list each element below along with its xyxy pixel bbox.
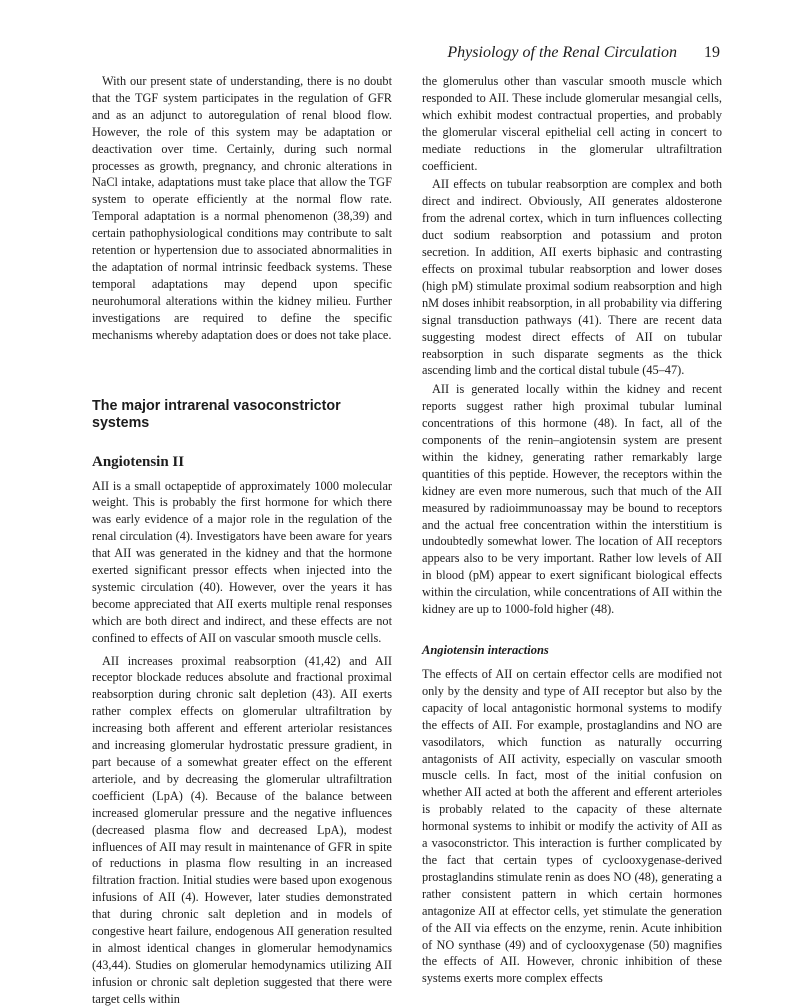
page-number: 19: [704, 44, 720, 61]
minor-heading: Angiotensin interactions: [422, 643, 549, 657]
paragraph-aii-intro: AII is a small octapeptide of approximately 1000 molecular weight. This is probably the first hormone for which there was early evidence of a major role in the regulation of the renal circulation (4). Investigators have been aware for years that AII was generated in the kidney and that the hormone exerted significant pressor effects when injected into the systemic circulation (40). However, over the years it has become appreciated that AII exerts multiple renal responses which are both direct and indirect, and these effects are not confined to effects of AII on vascular smooth muscle cells.: [92, 478, 392, 645]
paragraph-tgf-adaptation: With our present state of understanding, there is no doubt that the TGF system participates in the regulation of GFR and as an adjunct to autoregulation of renal blood flow. However, the role of this system may be adaptation or deactivation over time. Certainly, during such normal processes as growth, pregnancy, and chronic alterations in NaCl intake, adaptations must take place that allow the TGF system to operate efficiently at the normal flow rate. Temporal adaptation is a normal phenomenon (38,39) and certain pathophysiological conditions may contribute to salt retention or hypertension due to associated abnormalities in the adaptation of normal intrinsic feedback systems. These temporal adaptations may depend upon specific neurohumoral alterations within the kidney milieu. Further investigations are required to define the specific mechanisms whereby adaptation does or does not take place.: [92, 74, 392, 342]
paragraph-aii-reabsorption: AII increases proximal reabsorption (41,42) and AII receptor blockade reduces absolute and fractional proximal reabsorption during chronic salt depletion (43). AII exerts rather complex effects on glomerular ultrafiltration by increasing both afferent and efferent arteriolar resistances and increasing glomerular hydrostatic pressure gradient, in part because of a somewhat greater effect on the efferent arteriole, and by decreasing the glomerular ultrafiltration coefficient (LpA) (4). Because of the balance between increased glomerular pressure and the negative influences (decreased plasma flow and decreased LpA), modest influences of AII may result in maintenance of GFR in spite of reductions in plasma flow resulting in an increased filtration fraction. Initial studies were based upon exogenous infusions of AII (4). However, later studies demonstrated that during chronic salt depletion and in models of congestive heart failure, endogenous AII generation resulted in almost identical changes in glomerular hemodynamics (43,44). Studies on glomerular hemodynamics utilizing AII infusion or chronic salt depletion suggested that there were target cells within: [92, 653, 392, 1006]
paragraph-tubular-effects: AII effects on tubular reabsorption are complex and both direct and indirect. Obviously, AII generates aldosterone from the adrenal cortex, which in turn influences collecting duct sodium reabsorption and potassium and proton secretion. In addition, AII exerts biphasic and contrasting effects on proximal tubular reabsorption and lower doses (high pM) stimulate proximal sodium reabsorption and high nM doses inhibit reabsorption, in all probability via differing signal transduction pathways (41). There are recent data suggesting modest direct effects of AII on tubular reabsorption in such disparate segments as the thick ascending limb and the cortical distal tubule (45–47).: [422, 177, 722, 378]
paragraph-local-generation: AII is generated locally within the kidney and recent reports suggest rather high proximal tubular luminal concentrations of this hormone (48). In fact, all of the components of the renin–angiotensin system are present within the kidney, generating rather remarkably large quantities of this peptide. However, the receptors within the kidney are even more numerous, such that much of the AII measured by radioimmunoassay may be bound to receptors and the actual free concentration within the interstitium is undoubtedly somewhat lower. The location of AII receptors appears also to be very important. Rather low levels of AII in blood (pM) appear to exert significant biological effects within the circulation, while concentrations of AII within the kidney are up to 1000-fold higher (48).: [422, 382, 722, 617]
left-column: [92, 73, 392, 1008]
subsection-heading: Angiotensin II: [92, 453, 185, 470]
right-column: [422, 73, 722, 987]
paragraph-angiotensin-interactions: The effects of AII on certain effector cells are modified not only by the density and type of AII receptor but also by the capacity of local antagonistic hormonal systems to modify the effects of AII. For example, prostaglandins and NO are vasodilators, which function as naturally occurring antagonists of AII activity, especially on vascular smooth muscle cells. In fact, most of the initial confusion on whether AII acted at both the afferent and efferent arterioles is probably related to the capacity of these alternate hormonal systems to inhibit or modify the activity of AII as a vasoconstrictor. This interaction is further complicated by the fact that certain types of cyclooxygenase-derived prostaglandins stimulate renin as does NO (48), generating a rather consistent pattern in which certain hormones antagonize AII at effector cells, yet stimulate the generation of the AII via effects on the enzyme, renin. Acute inhibition of NO synthase (49) and of cyclooxygenase (50) magnifies the effects of AII. However, chronic inhibition of these systems exerts more complex effects: [422, 667, 722, 986]
running-title: Physiology of the Renal Circulation: [447, 44, 677, 61]
paragraph-glomerular-cells: the glomerulus other than vascular smooth muscle which responded to AII. These include glomerular mesangial cells, which exhibit modest contractual properties, and probably the glomerular visceral epithelial cell acting in concert to mediate reductions in the glomerular ultrafiltration coefficient.: [422, 74, 722, 173]
section-heading: The major intrarenal vasoconstrictor systems: [92, 397, 341, 431]
